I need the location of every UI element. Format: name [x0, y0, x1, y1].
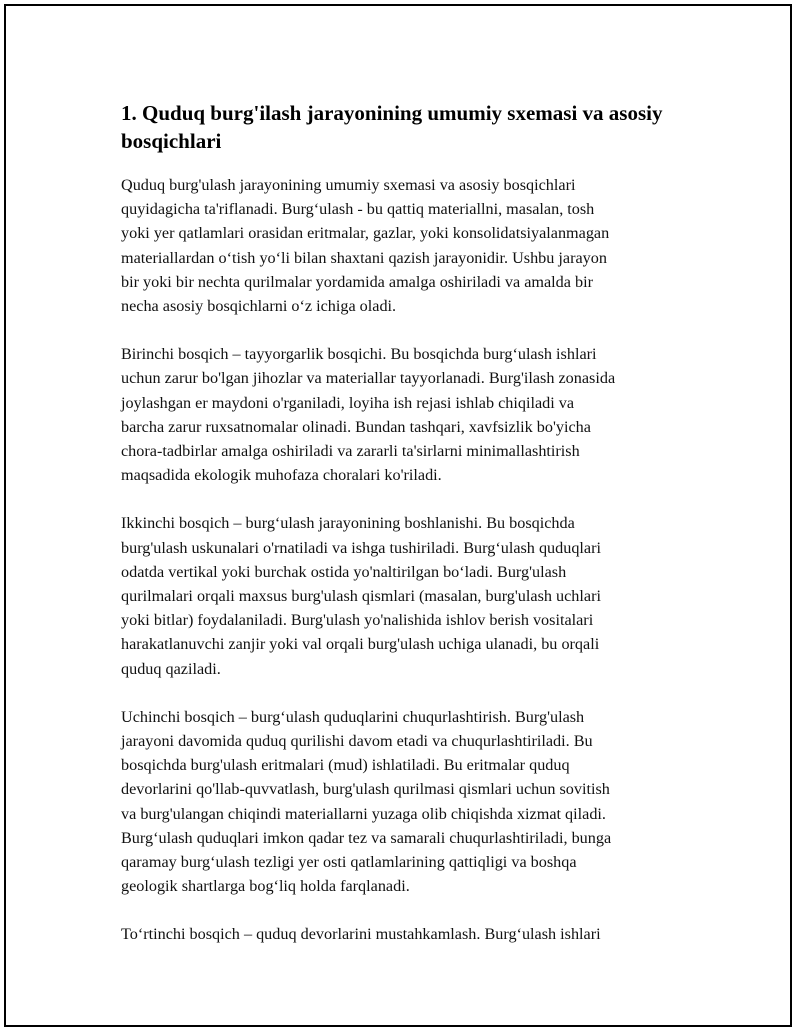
paragraph-line: joylashgan er maydoni o'rganiladi, loyiha ish rejasi ishlab chiqiladi va	[121, 393, 575, 412]
paragraph-line: yoki yer qatlamlari orasidan eritmalar, gazlar, yoki konsolidatsiyalanmagan	[121, 224, 610, 243]
paragraph-line: qurilmalari orqali maxsus burg'ulash qismlari (masalan, burg'ulash uchlari	[121, 587, 601, 606]
paragraph-line: Birinchi bosqich – tayyorgarlik bosqichi. Bu bosqichda burg‘ulash ishlari	[121, 345, 597, 364]
paragraph-line: To‘rtinchi bosqich – quduq devorlarini mustahkamlash. Burg‘ulash ishlari	[121, 925, 601, 944]
paragraph-line: qaramay burg‘ulash tezligi yer osti qatlamlarining qattiqligi va boshqa	[121, 853, 577, 872]
paragraph-line: devorlarini qo'llab-quvvatlash, burg'ulash qurilmasi qismlari uchun sovitish	[121, 780, 610, 799]
paragraph-line: Burg‘ulash quduqlari imkon qadar tez va samarali chuqurlashtiriladi, bunga	[121, 828, 612, 847]
paragraph-line: barcha zarur ruxsatnomalar olinadi. Bundan tashqari, xavfsizlik bo'yicha	[121, 417, 591, 436]
paragraph-line: Uchinchi bosqich – burg‘ulash quduqlarini chuqurlashtirish. Burg'ulash	[121, 707, 585, 726]
paragraph	[121, 173, 691, 318]
paragraph-line: Quduq burg'ulash jarayonining umumiy sxemasi va asosiy bosqichlari	[121, 176, 576, 194]
page-frame	[4, 4, 792, 1027]
paragraph-line: harakatlanuvchi zanjir yoki val orqali burg'ulash uchiga ulanadi, bu orqali	[121, 635, 600, 654]
paragraph-line: chora-tadbirlar amalga oshiriladi va zararli ta'sirlarni minimallashtirish	[121, 442, 580, 461]
paragraph-line: maqsadida ekologik muhofaza choralari ko'riladi.	[121, 466, 442, 485]
paragraph-line: bosqichda burg'ulash eritmalari (mud) ishlatiladi. Bu eritmalar quduq	[121, 756, 570, 775]
paragraph-list	[121, 173, 691, 947]
paragraph	[121, 705, 691, 899]
section-title: 1. Quduq burg'ilash jarayonining umumiy sxemasi va asosiy bosqichlari	[121, 101, 663, 153]
paragraph	[121, 922, 691, 946]
paragraph-line: va burg'ulangan chiqindi materiallarni yuzaga olib chiqishda xizmat qiladi.	[121, 804, 606, 823]
paragraph-line: geologik shartlarga bog‘liq holda farqlanadi.	[121, 877, 410, 896]
paragraph-line: yoki bitlar) foydalaniladi. Burg'ulash yo'nalishida ishlov berish vositalari	[121, 611, 594, 630]
paragraph-line: Ikkinchi bosqich – burg‘ulash jarayonining boshlanishi. Bu bosqichda	[121, 514, 575, 533]
paragraph-line: burg'ulash uskunalari o'rnatiladi va ishga tushiriladi. Burg‘ulash quduqlari	[121, 538, 601, 557]
paragraph-line: quduq qaziladi.	[121, 659, 221, 678]
paragraph-line: jarayoni davomida quduq qurilishi davom etadi va chuqurlashtiriladi. Bu	[121, 732, 593, 751]
document-body	[121, 99, 691, 971]
paragraph-line: necha asosiy bosqichlarni o‘z ichiga oladi.	[121, 297, 397, 316]
paragraph	[121, 511, 691, 680]
paragraph-line: odatda vertikal yoki burchak ostida yo'naltirilgan bo‘ladi. Burg'ulash	[121, 562, 567, 581]
paragraph-line: uchun zarur bo'lgan jihozlar va materiallar tayyorlanadi. Burg'ilash zonasida	[121, 369, 616, 388]
paragraph-line: quyidagicha ta'riflanadi. Burg‘ulash - bu qattiq materiallni, masalan, tosh	[121, 200, 595, 219]
paragraph	[121, 342, 691, 487]
paragraph-line: bir yoki bir nechta qurilmalar yordamida amalga oshiriladi va amalda bir	[121, 272, 593, 291]
paragraph-line: materiallardan o‘tish yo‘li bilan shaxtani qazish jarayonidir. Ushbu jarayon	[121, 248, 607, 267]
